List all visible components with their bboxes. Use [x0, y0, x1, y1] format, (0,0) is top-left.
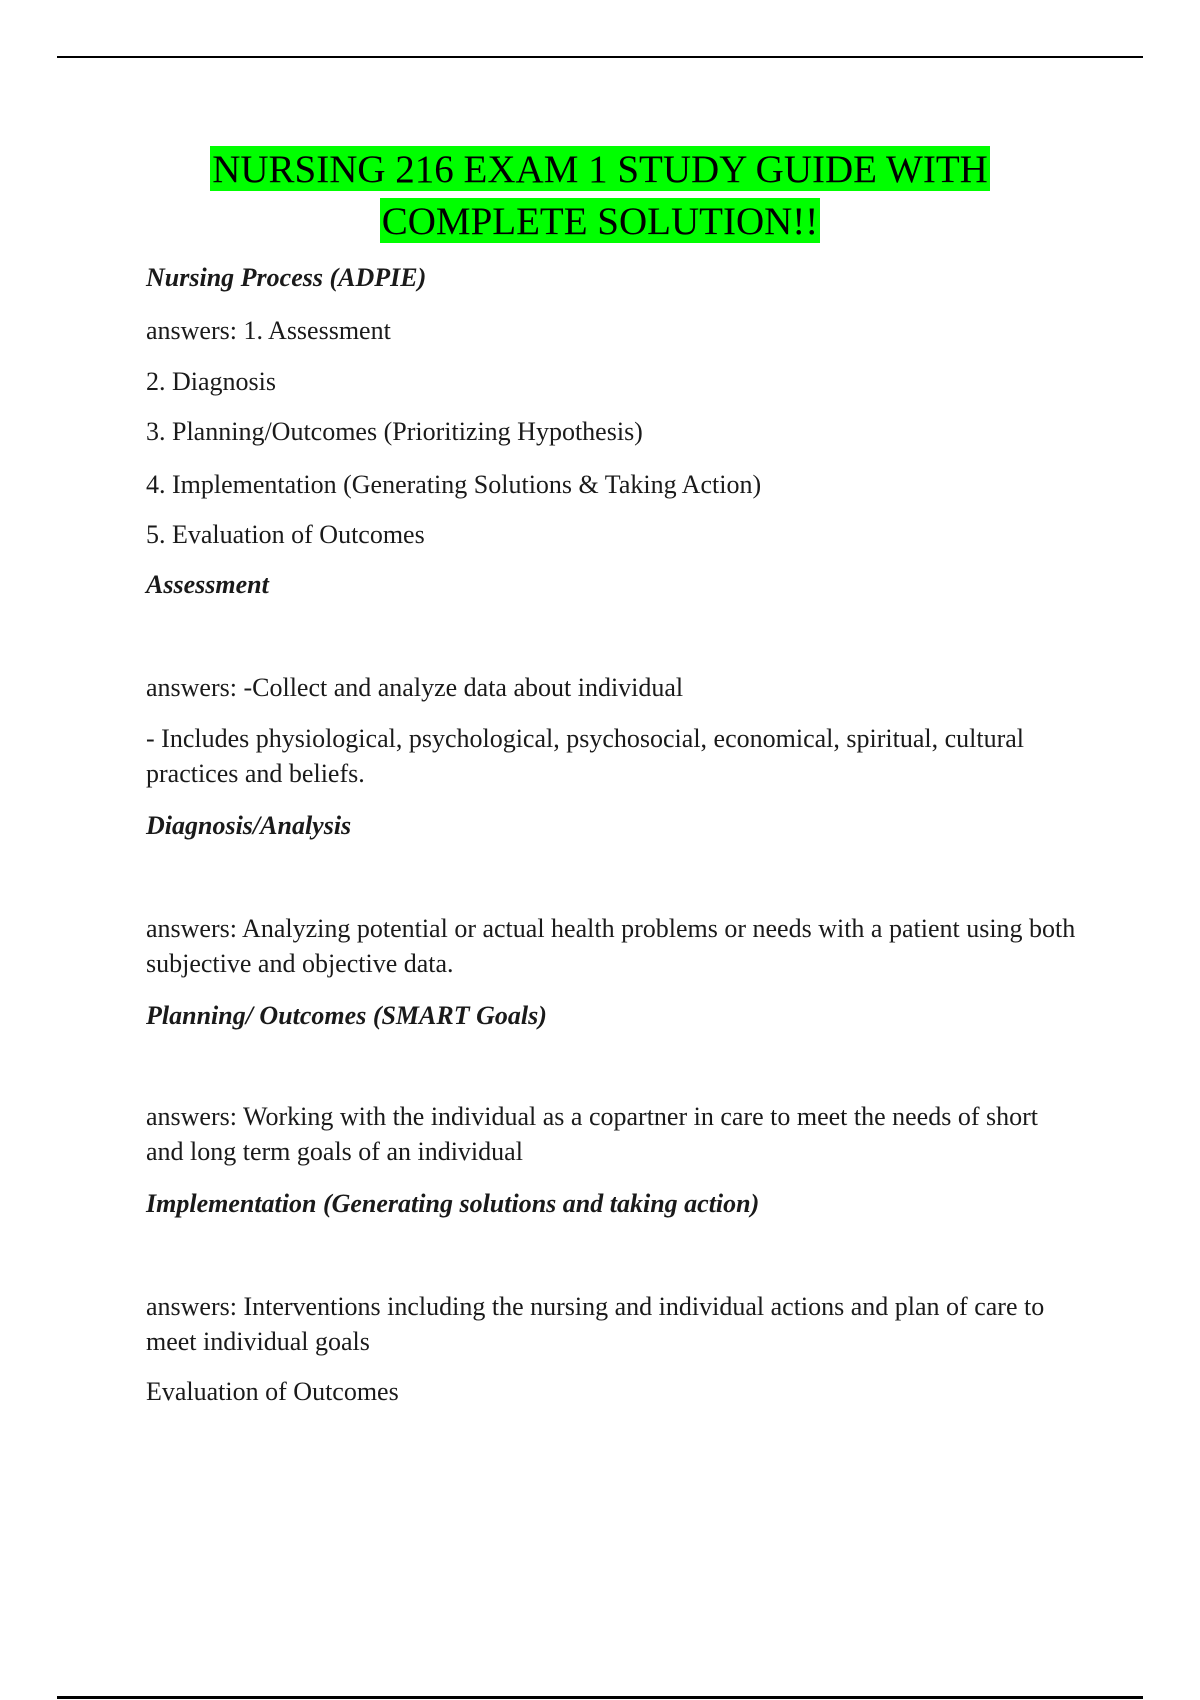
answer-line: 2. Diagnosis [146, 367, 276, 396]
term-nursing-process: Nursing Process (ADPIE) [146, 263, 427, 292]
term-implementation: Implementation (Generating solutions and taking action) [146, 1189, 760, 1218]
document-title [100, 144, 1100, 248]
answer-line: 3. Planning/Outcomes (Prioritizing Hypothesis) [146, 417, 643, 446]
answer-line: answers: 1. Assessment [146, 316, 391, 345]
answer-paragraph: - Includes physiological, psychological, psychosocial, economical, spiritual, cultural practices and beliefs. [146, 724, 1024, 788]
answer-line: answers: -Collect and analyze data about individual [146, 673, 684, 702]
term-assessment: Assessment [146, 570, 269, 599]
title-line-1: NURSING 216 EXAM 1 STUDY GUIDE WITH [212, 148, 988, 191]
answer-line: 5. Evaluation of Outcomes [146, 520, 425, 549]
answer-line: 4. Implementation (Generating Solutions & Taking Action) [146, 470, 762, 499]
term-evaluation: Evaluation of Outcomes [146, 1377, 399, 1406]
answer-paragraph: answers: Working with the individual as a copartner in care to meet the needs of short and long term goals of an individual [146, 1102, 1038, 1166]
answer-paragraph: answers: Analyzing potential or actual health problems or needs with a patient using both subjective and objective data. [146, 914, 1076, 978]
term-diagnosis: Diagnosis/Analysis [146, 811, 352, 840]
header-rule [57, 56, 1143, 58]
title-line-2: COMPLETE SOLUTION!! [381, 200, 819, 243]
footer-rule [57, 1696, 1143, 1699]
term-planning: Planning/ Outcomes (SMART Goals) [146, 1001, 547, 1030]
answer-paragraph: answers: Interventions including the nursing and individual actions and plan of care to meet individual goals [146, 1292, 1045, 1356]
